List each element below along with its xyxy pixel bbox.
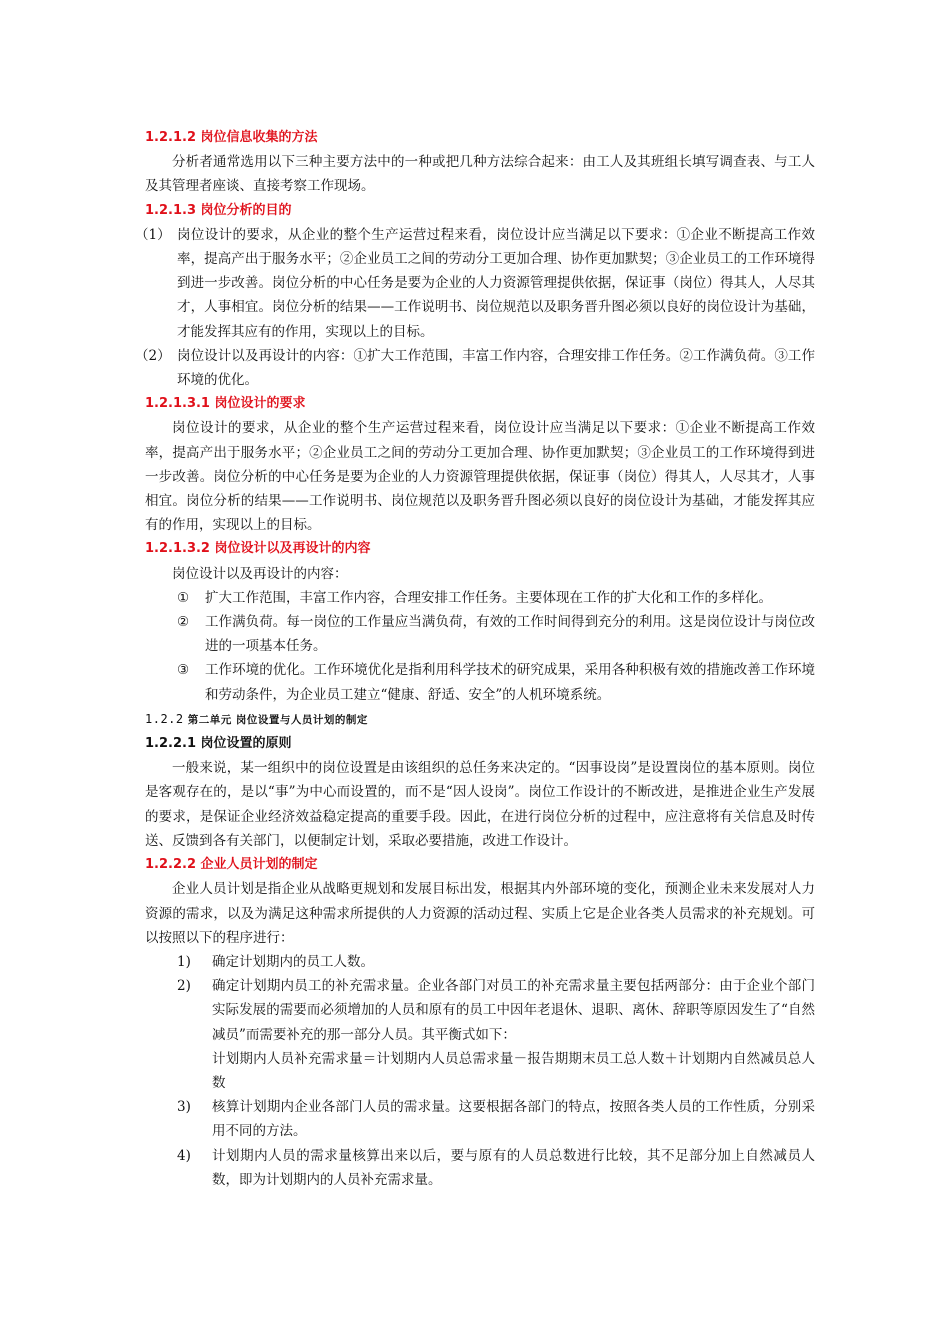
- list-item-1222-4: [177, 1144, 815, 1192]
- heading-122: [145, 707, 815, 732]
- list-item-1222-1: [177, 950, 815, 974]
- list-item-1213-2: [135, 344, 815, 392]
- list-marker: （1）: [135, 226, 171, 243]
- heading-1212: 1.2.1.2 岗位信息收集的方法: [145, 130, 318, 145]
- list-item-text: 工作满负荷。每一岗位的工作量应当满负荷，有效的工作时间得到充分的利用。这是岗位设计与岗位改进的一项基本任务。: [205, 614, 815, 655]
- list-item-main: 确定计划期内员工的补充需求量。企业各部门对员工的补充需求量主要包括两部分：由于企业个部门实际发展的需要而必须增加的人员和原有的员工中因年老退休、退职、离休、辞职等原因发生了“自然减员”而需要补充的那一部分人员。其平衡式如下：: [212, 978, 815, 1043]
- list-marker: 2): [177, 978, 191, 995]
- list-item-main: 确定计划期内的员工人数。: [212, 953, 374, 970]
- list-marker: 3): [177, 1099, 191, 1116]
- section-number: 1.2.2: [145, 711, 184, 726]
- paragraph-1222: 企业人员计划是指企业从战略更规划和发展目标出发，根据其内外部环境的变化，预测企业未来发展对人力资源的需求，以及为满足这种需求所提供的人力资源的活动过程、实质上它是企业各类人员需求的补充规划。可以按照以下的程序进行：: [145, 881, 815, 946]
- heading-12131: 1.2.1.3.1 岗位设计的要求: [145, 396, 306, 412]
- list-item-text: [212, 1144, 815, 1192]
- list-item-12132-2: [177, 610, 815, 658]
- balance-formula: 计划期内人员补充需求量＝计划期内人员总需求量－报告期期末员工总人数＋计划期内自然减员总人数: [212, 1050, 815, 1091]
- list-item-text: 工作环境的优化。工作环境优化是指利用科学技术的研究成果，采用各种积极有效的措施改善工作环境和劳动条件，为企业员工建立“健康、舒适、安全”的人机环境系统。: [205, 662, 815, 703]
- list-marker: ③: [177, 662, 190, 679]
- list-item-text: [212, 974, 815, 1095]
- list-item-1213-1: [135, 223, 815, 344]
- paragraph-1212: 分析者通常选用以下三种主要方法中的一种或把几种方法综合起来：由工人及其班组长填写调查表、与工人及其管理者座谈、直接考察工作现场。: [145, 154, 815, 195]
- list-item-1222-2: [177, 974, 815, 1095]
- paragraph-1221: 一般来说，某一组织中的岗位设置是由该组织的总任务来决定的。“因事设岗”是设置岗位的基本原则。岗位是客观存在的，是以“事”为中心而设置的，而不是“因人设岗”。岗位工作设计的不断改进，是推进企业生产发展的要求，是保证企业经济效益稳定提高的重要手段。因此，在进行岗位分析的过程中，应注意将有关信息及时传送、反馈到各有关部门，以便制定计划，采取必要措施，改进工作设计。: [145, 760, 815, 849]
- list-marker: 4): [177, 1147, 191, 1164]
- list-marker: 1): [177, 953, 191, 970]
- list-item-text: 扩大工作范围，丰富工作内容，合理安排工作任务。主要体现在工作的扩大化和工作的多样化。: [205, 589, 772, 606]
- list-marker: （2）: [135, 347, 171, 364]
- list-item-main: 计划期内人员的需求量核算出来以后，要与原有的人员总数进行比较，其不足部分加上自然减员人数，即为计划期内的人员补充需求量。: [212, 1147, 815, 1188]
- heading-12132: 1.2.1.3.2 岗位设计以及再设计的内容: [145, 541, 371, 557]
- list-item-main: 核算计划期内企业各部门人员的需求量。这要根据各部门的特点，按照各类人员的工作性质，分别采用不同的方法。: [212, 1099, 815, 1140]
- list-item-1222-3: [177, 1095, 815, 1143]
- list-item-text: 岗位设计的要求，从企业的整个生产运营过程来看，岗位设计应当满足以下要求：①企业不断提高工作效率，提高产出于服务水平；②企业员工之间的劳动分工更加合理、协作更加默契；③企业员工的工作环境得到进一步改善。岗位分析的中心任务是要为企业的人力资源管理提供依据，保证事（岗位）得其人，人尽其才，人事相宜。岗位分析的结果——工作说明书、岗位规范以及职务晋升图必须以良好的岗位设计为基础，才能发挥其应有的作用，实现以上的目标。: [177, 226, 815, 340]
- section-title: 第二单元 岗位设置与人员计划的制定: [187, 713, 368, 726]
- list-item-12132-3: [177, 658, 815, 706]
- paragraph-12132-intro: 岗位设计以及再设计的内容：: [172, 565, 348, 582]
- heading-1213: 1.2.1.3 岗位分析的目的: [145, 202, 292, 218]
- list-item-text: [212, 950, 815, 974]
- document-body: [135, 126, 815, 1192]
- heading-1221: 1.2.2.1 岗位设置的原则: [145, 736, 292, 752]
- list-item-text: 岗位设计以及再设计的内容：①扩大工作范围，丰富工作内容，合理安排工作任务。②工作满负荷。③工作环境的优化。: [177, 347, 815, 389]
- list-marker: ①: [177, 589, 190, 606]
- list-item-12132-1: [177, 586, 815, 610]
- list-marker: ②: [177, 614, 190, 631]
- heading-1222: 1.2.2.2 企业人员计划的制定: [145, 857, 318, 873]
- paragraph-12131: 岗位设计的要求，从企业的整个生产运营过程来看，岗位设计应当满足以下要求：①企业不断提高工作效率，提高产出于服务水平；②企业员工之间的劳动分工更加合理、协作更加默契；③企业员工的工作环境得到进一步改善。岗位分析的中心任务是要为企业的人力资源管理提供依据，保证事（岗位）得其人，人尽其才，人事相宜。岗位分析的结果——工作说明书、岗位规范以及职务晋升图必须以良好的岗位设计为基础，才能发挥其应有的作用，实现以上的目标。: [145, 420, 815, 534]
- list-item-text: [212, 1095, 815, 1143]
